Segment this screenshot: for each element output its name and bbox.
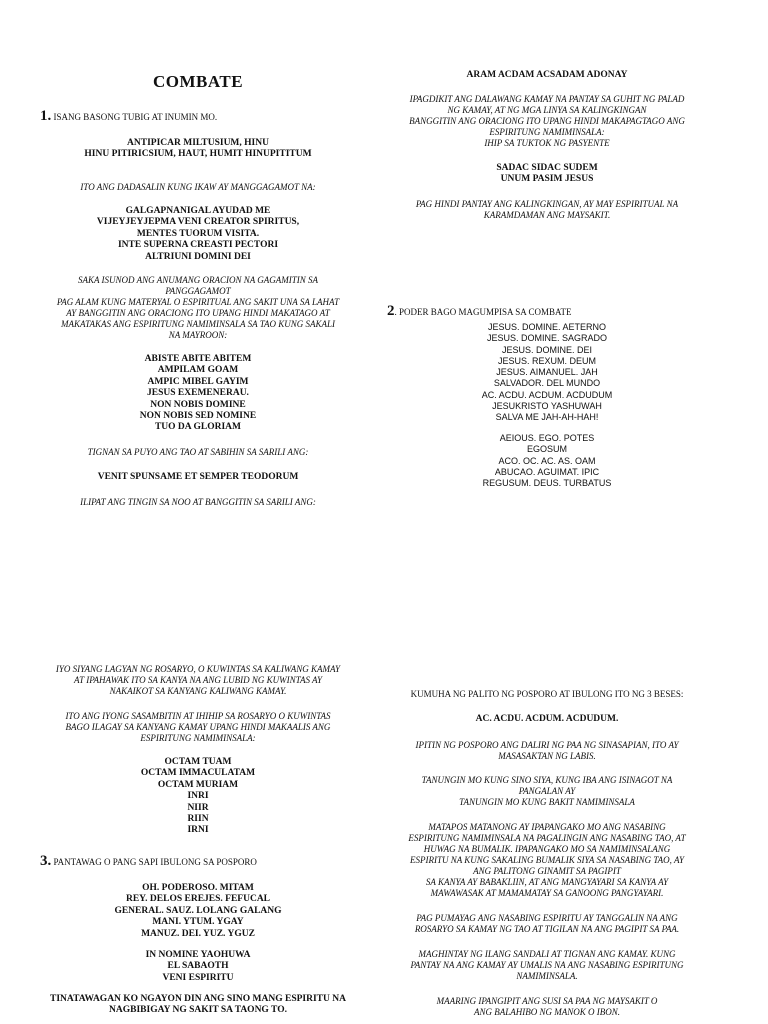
text-line: IRNI: [187, 825, 209, 836]
text-line: OCTAM IMMACULATAM: [140, 768, 256, 779]
text-line: JESUS. AIMANUEL. JAH: [496, 367, 598, 378]
text-line: VIJEYJEYJEPMA VENI CREATOR SPIRITUS,: [96, 217, 300, 228]
right-instruction-4: [382, 740, 712, 762]
text-line: BAGO ILAGAY SA KANYANG KAMAY UPANG HINDI MAKAALIS ANG: [65, 722, 331, 732]
text-line: IN NOMINE YAOHUWA: [145, 950, 251, 960]
section-1-number: 1.: [40, 108, 52, 124]
text-line: MANUZ. DEI. YUZ. YGUZ: [141, 928, 255, 939]
text-line: GALGAPNANIGAL AYUDAD ME: [125, 206, 271, 216]
text-line: ESPIRITUNG NAMIMINSALA:: [140, 733, 256, 743]
text-line: TANUNGIN MO KUNG SINO SIYA, KUNG IBA ANG ISINAGOT NA: [421, 775, 673, 785]
text-line: ITO ANG DADASALIN KUNG IKAW AY MANGGAGAMOT NA:: [80, 182, 316, 192]
text-line: AT IPAHAWAK ITO SA KANYA NA ANG LUBID NG KUWINTAS AY: [73, 675, 323, 685]
text-line: JESUS. DOMINE. AETERNO: [487, 322, 607, 332]
text-line: AEIOUS. EGO. POTES: [499, 433, 595, 443]
text-line: PAG HINDI PANTAY ANG KALINGKINGAN, AY MAY ESPIRITUAL NA: [415, 199, 679, 209]
right-heading: [392, 70, 702, 81]
section-3-text: PANTAWAG O PANG SAPI IBULONG SA POSPORO: [53, 857, 257, 867]
instruction-4: [48, 497, 348, 508]
text-line: NG KAMAY, AT NG MGA LINYA SA KALINGKINGAN: [447, 105, 647, 115]
text-line: TUO DA GLORIAM: [154, 422, 242, 433]
text-line: JESUS. DOMINE. SAGRADO: [486, 333, 608, 344]
text-line: MAGHINTAY NG ILANG SANDALI AT TIGNAN ANG KAMAY. KUNG: [418, 949, 676, 959]
text-line: NAGBIBIGAY NG SAKIT SA TAONG TO.: [109, 1005, 287, 1016]
incantation-3: [48, 354, 348, 434]
text-line: PANGALAN AY: [518, 786, 576, 796]
text-line: HINU PITIRICSIUM, HAUT, HUMIT HINUPITITUM: [84, 149, 312, 160]
incantation-2: [48, 206, 348, 263]
text-line: VENI ESPIRITU: [162, 972, 234, 983]
text-line: PAG ALAM KUNG MATERYAL O ESPIRITUAL ANG SAKIT UNA SA LAHAT: [56, 297, 340, 307]
text-line: AY BANGGITIN ANG ORACIONG ITO UPANG HINDI MAKATAGO AT: [66, 308, 330, 318]
right-instruction-5: [382, 775, 712, 808]
text-line: AMPIC MIBEL GAYIM: [147, 376, 249, 387]
section-1-text: ISANG BASONG TUBIG AT INUMIN MO.: [53, 112, 218, 122]
right-instruction-1: [382, 94, 712, 149]
text-line: JESUS. REXUM. DEUM: [497, 355, 596, 366]
text-line: SAKA ISUNOD ANG ANUMANG ORACION NA GAGAMITIN SA: [77, 275, 319, 285]
text-line: NAKAIKOT SA KANYANG KALIWANG KAMAY.: [109, 686, 287, 696]
section-2-number: 2: [387, 303, 395, 319]
text-line: OCTAM MURIAM: [157, 779, 239, 790]
incantation-6: [48, 883, 348, 940]
text-line: IHIP SA TUKTOK NG PASYENTE: [484, 138, 610, 148]
text-line: MAARING IPANGIPIT ANG SUSI SA PAA NG MAYSAKIT O: [436, 996, 658, 1006]
text-line: AC. ACDU. ACDUM. ACDUDUM.: [475, 714, 619, 724]
text-line: TANUNGIN MO KUNG BAKIT NAMIMINSALA: [459, 797, 635, 807]
text-line: NA MAYROON:: [168, 330, 228, 340]
text-line: NIIR: [187, 802, 209, 813]
incantation-1: [48, 138, 348, 161]
text-line: MANI. YTUM. YGAY: [152, 917, 244, 928]
text-line: PANTAY NA ANG KAMAY AY UMALIS NA ANG NASABING ESPIRITUNG: [410, 960, 684, 970]
text-line: BANGGITIN ANG ORACIONG ITO UPANG HINDI MAKAPAGTAGO ANG: [409, 116, 685, 126]
text-line: MATAPOS MATANONG AY IPAPANGAKO MO ANG NASABING: [428, 822, 666, 832]
text-line: TIGNAN SA PUYO ANG TAO AT SABIHIN SA SARILI ANG:: [87, 447, 309, 457]
text-line: INTE SUPERNA CREASTI PECTORI: [117, 240, 279, 251]
instruction-3: [48, 447, 348, 458]
text-line: JESUKRISTO YASHUWAH: [492, 401, 602, 412]
document-title: COMBATE: [152, 72, 244, 91]
incantation-7: [48, 950, 348, 984]
text-line: SALVADOR. DEL MUNDO: [493, 378, 601, 389]
right-incantation-4: [392, 714, 702, 725]
section-2-heading: [387, 303, 572, 320]
text-line: TINATAWAGAN KO NGAYON DIN ANG SINO MANG ESPIRITU NA: [50, 994, 346, 1004]
text-line: ITO ANG IYONG SASAMBITIN AT IHIHIP SA ROSARYO O KUWINTAS: [65, 711, 331, 721]
text-line: AC. ACDU. ACDUM. ACDUDUM: [481, 389, 613, 400]
text-line: SALVA ME JAH-AH-HAH!: [495, 412, 599, 423]
text-line: JESUS EXEMENERAU.: [147, 388, 249, 399]
text-line: NAMIMINSALA.: [516, 971, 578, 981]
text-line: MAKATAKAS ANG ESPIRITUNG NAMIMINSALA SA TAO KUNG SAKALI: [60, 319, 336, 329]
right-instruction-9: [382, 996, 712, 1018]
text-line: RIIN: [187, 814, 209, 825]
text-line: MENTES TUORUM VISITA.: [136, 228, 260, 239]
text-line: EL SABAOTH: [167, 961, 229, 972]
text-line: KUMUHA NG PALITO NG POSPORO AT IBULONG ITO NG 3 BESES:: [410, 689, 684, 699]
text-line: IPAGDIKIT ANG DALAWANG KAMAY NA PANTAY SA GUHIT NG PALAD: [409, 94, 685, 104]
text-line: ESPIRITUNG NAMIMINSALA:: [489, 127, 605, 137]
text-line: PANGGAGAMOT: [165, 286, 231, 296]
text-line: NON NOBIS DOMINE: [150, 399, 246, 410]
text-line: ILIPAT ANG TINGIN SA NOO AT BANGGITIN SA SARILI ANG:: [80, 497, 316, 507]
text-line: ESPIRITUNG NAMIMINSALA NA PAGALINGIN ANG NASABING TAO, AT: [408, 833, 686, 843]
text-line: REY. DELOS EREJES. FEFUCAL: [125, 894, 271, 905]
instruction-2: [30, 275, 366, 341]
text-line: ARAM ACDAM ACSADAM ADONAY: [466, 70, 628, 80]
text-line: ALTRIUNI DOMINI DEI: [145, 251, 251, 262]
text-line: MAWAWASAK AT MAMAMATAY SA GANOONG PANGYAYARI.: [430, 888, 664, 898]
text-line: UNUM PASIM JESUS: [500, 174, 594, 185]
text-line: HUWAG NA BUMALIK. IPAPANGAKO MO SA NAMIMINSALANG: [423, 844, 671, 854]
text-line: PAG PUMAYAG ANG NASABING ESPIRITU AY TANGGALIN NA ANG: [416, 913, 678, 923]
text-line: ROSARYO SA KAMAY NG TAO AT TIGILAN NA ANG PAGIPIT SA PAA.: [414, 924, 680, 934]
text-line: ANG BALAHIBO NG MANOK O IBON.: [474, 1007, 620, 1017]
right-instruction-6: [382, 822, 712, 899]
text-line: ANG PALITONG GINAMIT SA PAGIPIT: [473, 866, 621, 876]
right-instruction-3: [382, 689, 712, 700]
text-line: ABISTE ABITE ABITEM: [144, 354, 252, 364]
section-2-text: . PODER BAGO MAGUMPISA SA COMBATE: [394, 307, 572, 317]
instruction-5: [30, 664, 366, 697]
text-line: OH. PODEROSO. MITAM: [142, 883, 254, 893]
text-line: MASASAKTAN NG LABIS.: [498, 751, 596, 761]
text-line: JESUS. DOMINE. DEI: [501, 344, 592, 355]
incantation-5: [48, 757, 348, 837]
instruction-1: [48, 182, 348, 193]
right-instruction-7: [382, 913, 712, 935]
text-line: GENERAL. SAUZ. LOLANG GALANG: [114, 905, 282, 916]
right-instruction-8: [382, 949, 712, 982]
text-line: IYO SIYANG LAGYAN NG ROSARYO, O KUWINTAS SA KALIWANG KAMAY: [55, 664, 341, 674]
text-line: ESPIRITU NA KUNG SAKALING BUMALIK SIYA SA NASABING TAO, AY: [409, 855, 685, 865]
incantation-8: [40, 994, 356, 1017]
text-line: INRI: [187, 791, 209, 802]
incantation-4: [48, 472, 348, 483]
section-3-number: 3.: [40, 853, 52, 869]
text-line: NON NOBIS SED NOMINE: [139, 411, 257, 422]
text-line: SA KANYA AY BABAKLIIN, AT ANG MANGYAYARI SA KANYA AY: [425, 877, 669, 887]
section-3-heading: [40, 853, 257, 870]
text-line: AMPILAM GOAM: [157, 365, 239, 376]
text-line: ABUCAO. AGUIMAT. IPIC: [494, 466, 600, 477]
section-1-heading: [40, 108, 217, 125]
text-line: IPITIN NG POSPORO ANG DALIRI NG PAA NG SINASAPIAN, ITO AY: [415, 740, 679, 750]
text-line: ACO. OC. AC. AS. OAM: [498, 455, 596, 466]
text-line: SADAC SIDAC SUDEM: [496, 163, 598, 173]
text-line: ANTIPICAR MILTUSIUM, HINU: [127, 138, 269, 148]
text-line: VENIT SPUNSAME ET SEMPER TEODORUM: [97, 472, 299, 482]
text-line: REGUSUM. DEUS. TURBATUS: [482, 478, 612, 489]
right-instruction-2: [382, 199, 712, 221]
text-line: EGOSUM: [526, 444, 567, 455]
right-incantation-1: [392, 163, 702, 186]
text-line: OCTAM TUAM: [164, 757, 232, 767]
right-incantation-2: [392, 322, 702, 424]
right-incantation-3: [392, 433, 702, 489]
text-line: KARAMDAMAN ANG MAYSAKIT.: [483, 210, 611, 220]
instruction-6: [30, 711, 366, 744]
